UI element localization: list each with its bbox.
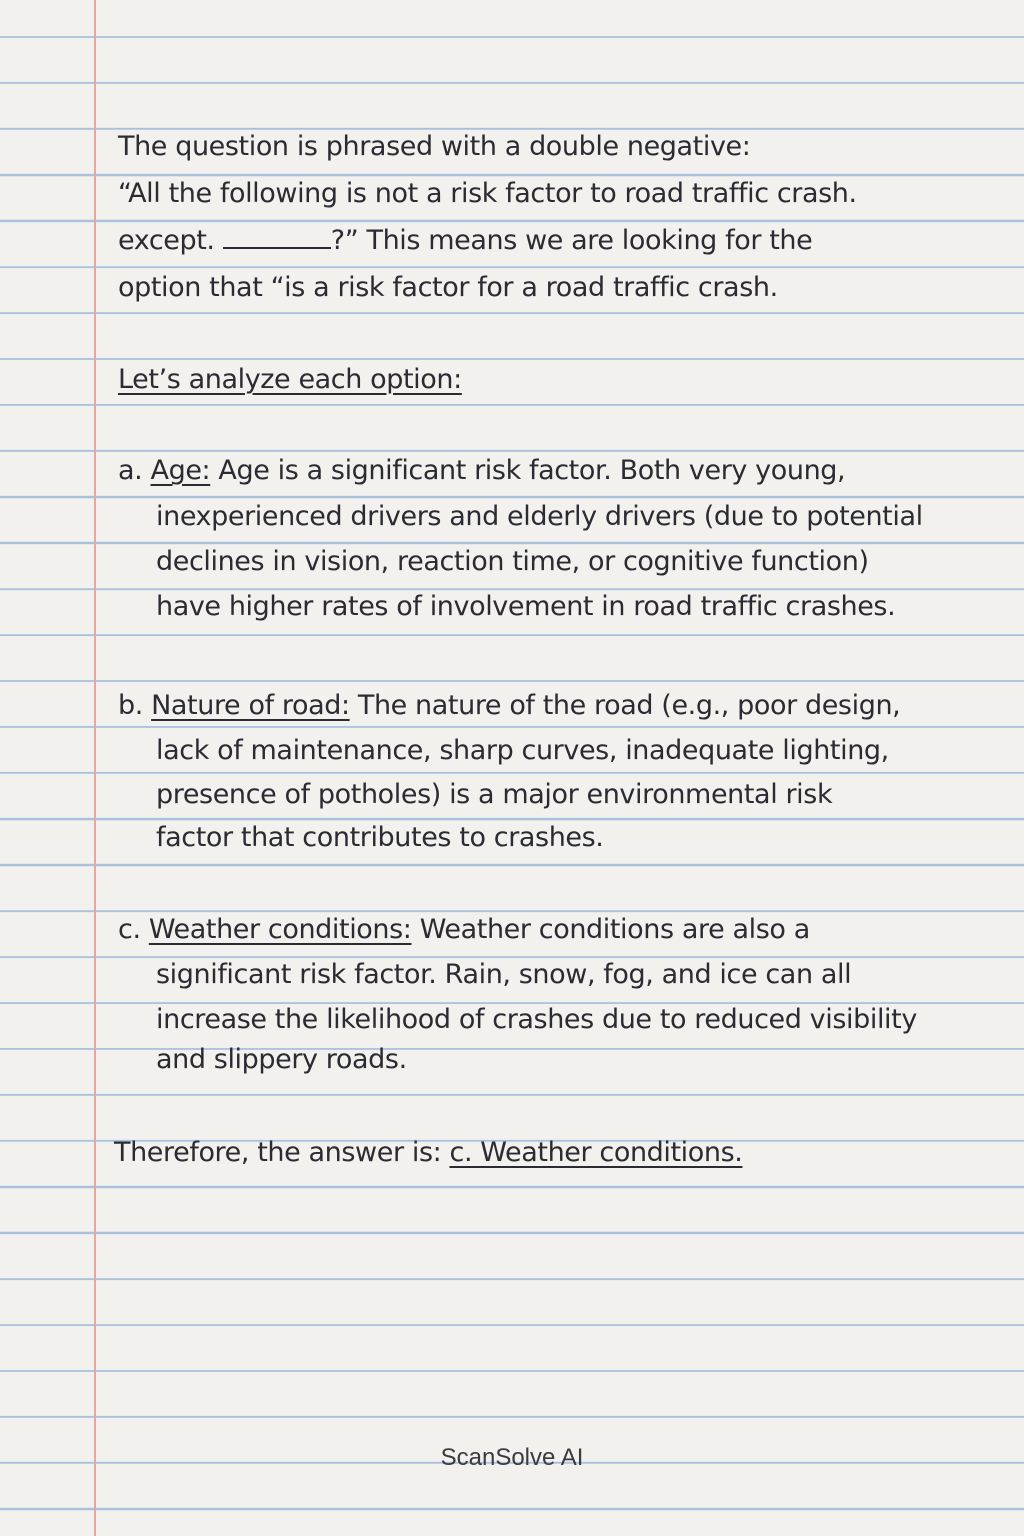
analyze-heading: Let’s analyze each option: <box>118 364 462 395</box>
final-answer: c. Weather conditions. <box>449 1137 743 1168</box>
option-b-line-4: factor that contributes to crashes. <box>156 822 604 853</box>
option-c-title: Weather conditions: <box>148 914 412 945</box>
footer-brand: ScanSolve AI <box>440 1444 584 1471</box>
option-c-line-4: and slippery roads. <box>156 1044 407 1075</box>
option-c-line-3: increase the likelihood of crashes due to reduced visibility <box>156 1004 917 1035</box>
option-b-letter: b. <box>118 690 143 721</box>
option-a-line-2: inexperienced drivers and elderly drivers (due to potential <box>156 501 923 532</box>
option-c-line-1: Weather conditions are also a <box>419 914 810 945</box>
answer-blank <box>223 227 331 249</box>
option-a-first-line <box>118 455 845 487</box>
option-a-line-3: declines in vision, reaction time, or cognitive function) <box>156 546 869 577</box>
intro-line-3 <box>118 225 812 257</box>
conclusion-prefix: Therefore, the answer is: <box>114 1137 442 1168</box>
option-c-line-2: significant risk factor. Rain, snow, fog, and ice can all <box>156 959 852 990</box>
option-a-line-1: Age is a significant risk factor. Both very young, <box>218 455 846 486</box>
intro-line-3-before: except. <box>118 225 215 256</box>
intro-line-1: The question is phrased with a double negative: <box>118 131 751 162</box>
option-b-title: Nature of road: <box>151 690 350 721</box>
intro-line-3-after: ?” This means we are looking for the <box>330 225 813 256</box>
margin-line <box>94 0 96 1536</box>
option-b-line-3: presence of potholes) is a major environmental risk <box>156 779 833 810</box>
intro-line-2: “All the following is not a risk factor to road traffic crash. <box>118 178 857 209</box>
option-c-first-line <box>118 914 810 946</box>
option-b-first-line <box>118 690 900 722</box>
option-b-line-2: lack of maintenance, sharp curves, inadequate lighting, <box>156 735 889 766</box>
option-a-title: Age: <box>150 455 211 486</box>
option-b-line-1: The nature of the road (e.g., poor design, <box>357 690 901 721</box>
option-a-letter: a. <box>118 455 143 486</box>
intro-line-4: option that “is a risk factor for a road traffic crash. <box>118 272 778 303</box>
option-a-line-4: have higher rates of involvement in road traffic crashes. <box>156 591 896 622</box>
conclusion-line <box>114 1137 742 1169</box>
option-c-letter: c. <box>118 914 141 945</box>
